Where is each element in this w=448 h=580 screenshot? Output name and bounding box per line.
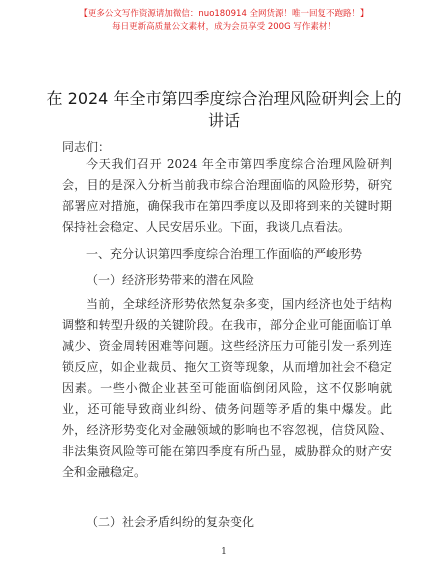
subsection-1-paragraph: 当前，全球经济形势依然复杂多变，国内经济也处于结构调整和转型升级的关键阶段。在我市，部分企业可能面临订单减少、资金周转困难等问题。这些经济压力可能引发一系列连锁反应，如企业裁员、拖欠工资等现象，从而增加社会不稳定因素。一些小微企业甚至可能面临倒闭风险，这不仅影响就业，还可能导致商业纠纷、债务问题等矛盾的集中爆发。此外，经济形势变化对金融领域的影响也不容忽视，信贷风险、非法集资风险等可能在第四季度有所凸显，威胁群众的财产安全和金融稳定。	[62, 297, 392, 479]
subsection-heading-2: （二）社会矛盾纠纷的复杂变化	[86, 515, 255, 529]
banner-line-2: 每日更新高质量公文素材，成为会员享受 200G 写作素材！	[112, 22, 336, 32]
greeting: 同志们：	[62, 140, 111, 154]
page-number: 1	[221, 547, 227, 557]
banner-line-1: 【更多公文写作资源请加微信：nuo180914 全网货源！唯一回复不跑路！】	[79, 9, 369, 19]
promo-banner	[0, 8, 448, 33]
section-heading-1: 一、充分认识第四季度综合治理工作面临的严峻形势	[86, 247, 363, 261]
intro-paragraph: 今天我们召开 2024 年全市第四季度综合治理风险研判会，目的是深入分析当前我市综合治理面临的风险形势，研究部署应对措施，确保我市在第四季度以及即将到来的关键时期保持社会稳定、人民安居乐业。下面，我谈几点看法。	[62, 157, 392, 234]
document-title: 在 2024 年全市第四季度综合治理风险研判会上的讲话	[46, 89, 402, 130]
subsection-heading-1: （一）经济形势带来的潜在风险	[86, 273, 255, 287]
